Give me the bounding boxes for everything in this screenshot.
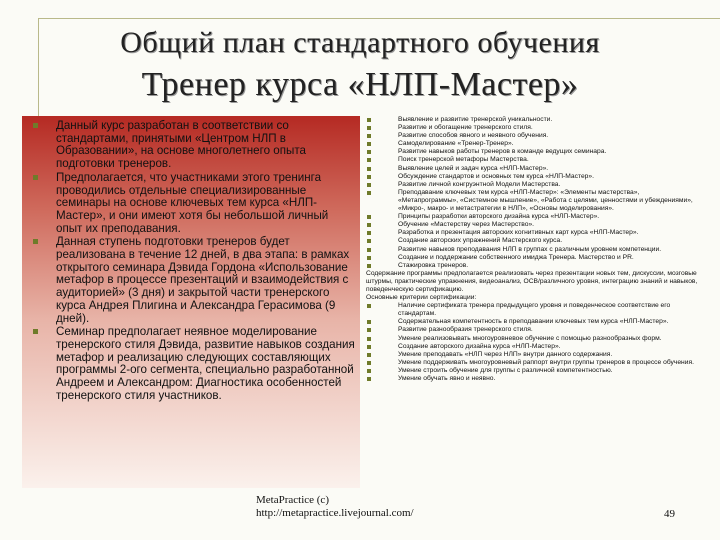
right-list-item-text: Умение преподавать «НЛП через НЛП» внутри данного содержания. xyxy=(398,350,613,358)
slide-title-line2: Тренер курса «НЛП-Мастер» xyxy=(141,66,579,103)
left-content-panel xyxy=(22,116,360,488)
right-list-item xyxy=(364,335,700,343)
right-list-item-text: Самоделирование «Тренер-Тренер». xyxy=(398,140,514,148)
right-list-item-text: Умение поддерживать многоуровневый раппорт внутри группы тренеров в процессе обучения. xyxy=(398,358,694,366)
square-bullet-icon xyxy=(367,239,371,243)
right-list-item-text: Умение строить обучение для группы с различной компетентностью. xyxy=(398,366,613,374)
right-list-item xyxy=(364,262,700,270)
square-bullet-icon xyxy=(367,353,371,357)
right-list-item-text: Развитие навыков преподавания НЛП в группах с различным уровнем компетенции. xyxy=(398,245,662,253)
right-list-item xyxy=(364,375,700,383)
left-list-item xyxy=(32,326,356,402)
right-list-item-text: Обсуждение стандартов и основных тем курса «НЛП-Мастер». xyxy=(398,172,594,180)
square-bullet-icon xyxy=(367,304,371,308)
square-bullet-icon xyxy=(367,369,371,373)
left-list-item-text: Данный курс разработан в соответствии со стандартами, принятыми «Центром НЛП в Образовании», на основе многолетнего опыта подготовки тренеров. xyxy=(56,119,306,171)
square-bullet-icon xyxy=(33,123,38,128)
square-bullet-icon xyxy=(367,126,371,130)
square-bullet-icon xyxy=(367,264,371,268)
square-bullet-icon xyxy=(367,134,371,138)
right-list-item-text: Принципы разработки авторского дизайна курса «НЛП-Мастер». xyxy=(398,213,600,221)
frame-line-top xyxy=(38,18,720,19)
square-bullet-icon xyxy=(367,345,371,349)
left-list-item xyxy=(32,236,356,325)
square-bullet-icon xyxy=(367,320,371,324)
right-list-item-text: Создание авторских упражнений Мастерского курса. xyxy=(398,237,563,245)
square-bullet-icon xyxy=(367,191,371,195)
right-list-item xyxy=(364,132,700,140)
right-list-item xyxy=(364,254,700,262)
square-bullet-icon xyxy=(367,158,371,162)
right-list-item xyxy=(364,359,700,367)
right-list-item xyxy=(364,181,700,189)
square-bullet-icon xyxy=(367,231,371,235)
right-list-item-text: Разработка и презентация авторских когнитивных карт курса «НЛП-Мастер». xyxy=(398,229,639,237)
square-bullet-icon xyxy=(33,239,38,244)
left-list-item xyxy=(32,120,356,171)
right-list-item-text: Содержательная компетентность в преподавании ключевых тем курса «НЛП-Мастер». xyxy=(398,318,669,326)
page-number: 49 xyxy=(664,508,675,520)
footer xyxy=(256,494,414,520)
square-bullet-icon xyxy=(367,361,371,365)
right-list-item-text: Развитие разнообразия тренерского стиля. xyxy=(398,326,533,334)
right-list-item-text: Наличие сертификата тренера предыдущего уровня и поведенческое соответствие его стандартам. xyxy=(398,302,671,318)
footer-copyright: MetaPractice (c) xyxy=(256,494,329,506)
right-list-item-text: Развитие и обогащение тренерского стиля. xyxy=(398,124,533,132)
right-list-item-text: Развитие личной конгруэнтной Модели Мастерства. xyxy=(398,180,561,188)
square-bullet-icon xyxy=(367,256,371,260)
right-list-item xyxy=(364,156,700,164)
right-list-item-text: Развитие навыков работы тренеров в команде ведущих семинара. xyxy=(398,148,607,156)
frame-line-left xyxy=(38,18,39,118)
right-list-item xyxy=(364,246,700,254)
right-list-item xyxy=(364,213,700,221)
right-list-item xyxy=(364,326,700,334)
square-bullet-icon xyxy=(367,118,371,122)
right-list-item-text: Поиск тренерской метафоры Мастерства. xyxy=(398,156,529,164)
right-list-item xyxy=(364,173,700,181)
square-bullet-icon xyxy=(367,377,371,381)
left-list-item-text: Данная ступень подготовки тренеров будет реализована в течение 12 дней, в два этапа: в рамках открытого семинара Дэвида Гордона «Использование метафор в процессе презентаций и взаимодействия с аудиторией» (3 дня) и закрытой части тренерского курса Андрея Плигина и Александра Герасимова (9 дней). xyxy=(56,235,350,325)
square-bullet-icon xyxy=(367,183,371,187)
square-bullet-icon xyxy=(367,175,371,179)
right-list-item xyxy=(364,189,700,213)
left-list-item-text: Предполагается, что участниками этого тренинга проводились отдельные специализированные семинары на основе ключевых тем курса «НЛП-Мастер», и они имеют хотя бы небольшой личный опыт их преподавания. xyxy=(56,170,329,235)
slide-title-line1: Общий план стандартного обучения xyxy=(120,26,600,59)
right-content-column xyxy=(364,116,700,488)
square-bullet-icon xyxy=(367,248,371,252)
right-list-item-text: Развитие способов явного и неявного обучения. xyxy=(398,132,549,140)
right-list-item-text: Обучение «Мастерству через Мастерство». xyxy=(398,221,535,229)
square-bullet-icon xyxy=(367,150,371,154)
right-list-item-text: Выявление целей и задач курса «НЛП-Мастер». xyxy=(398,164,549,172)
right-list-item-text: Создание и поддержание собственного имиджа Тренера. Мастерство и PR. xyxy=(398,253,634,261)
left-list-item xyxy=(32,172,356,236)
right-paragraph: Содержание программы предполагается реализовать через презентации новых тем, дискуссии, мозговые штурмы, практические упражнения, видеоанализ, ОСВ/различного уровня, интеграцию знаний и навыков, поведенческую сертификацию. xyxy=(366,269,698,293)
right-list-item-text: Умение обучать явно и неявно. xyxy=(398,375,496,382)
square-bullet-icon xyxy=(33,175,38,180)
square-bullet-icon xyxy=(367,223,371,227)
criteria-heading: Основные критерии сертификации: xyxy=(366,294,477,302)
right-list-item-text: Выявление и развитие тренерской уникальности. xyxy=(398,116,553,123)
left-list-item-text: Семинар предполагает неявное моделирование тренерского стиля Дэвида, развитие навыков создания метафор и реализацию следующих составляющих программы 2-ого сегмента, специально разработанной Андреем и Александром: Диагностика особенностей тренерского стиля участников. xyxy=(56,325,355,402)
square-bullet-icon xyxy=(367,337,371,341)
right-list-item xyxy=(364,302,700,318)
right-list-item xyxy=(364,237,700,245)
right-list-item-text: Создание авторского дизайна курса «НЛП-Мастер». xyxy=(398,342,561,350)
right-list-item-text: Умение реализовывать многоуровневое обучение с помощью разнообразных форм. xyxy=(398,334,662,342)
right-list-item xyxy=(364,351,700,359)
left-bullet-list xyxy=(32,120,356,403)
square-bullet-icon xyxy=(367,142,371,146)
right-list-item xyxy=(364,165,700,173)
square-bullet-icon xyxy=(367,328,371,332)
square-bullet-icon xyxy=(367,167,371,171)
right-list-item-text: Преподавание ключевых тем курса «НЛП-Мастер»: «Элементы мастерства», «Метапрограммы», «Системное мышление», «Работа с целями, ценностями и убеждениями», «Микро-, макро- и метастратегии в НЛП», «Основы моделирования». xyxy=(398,188,693,213)
square-bullet-icon xyxy=(33,329,38,334)
right-list-item-text: Стажировка тренеров. xyxy=(398,261,469,269)
right-list-item xyxy=(364,124,700,132)
right-list-item xyxy=(364,116,700,124)
right-list-item xyxy=(364,343,700,351)
square-bullet-icon xyxy=(367,215,371,219)
footer-url[interactable]: http://metapractice.livejournal.com/ xyxy=(256,507,414,519)
right-list-item xyxy=(364,367,700,375)
